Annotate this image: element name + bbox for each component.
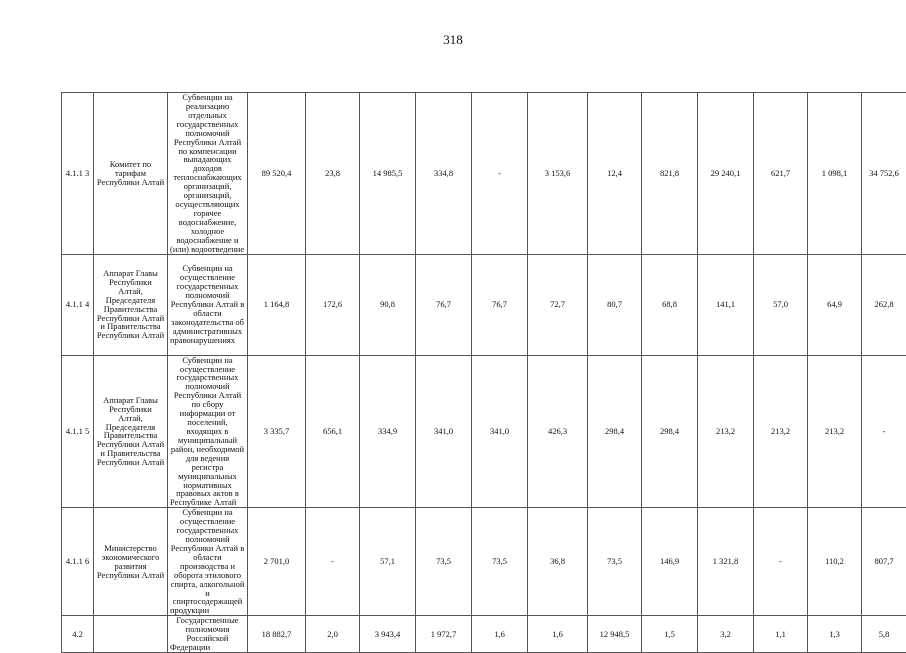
row-value: 656,1 (306, 355, 360, 508)
row-value: 68,8 (642, 254, 698, 355)
row-value: 5,8 (862, 616, 906, 653)
table-row (62, 93, 906, 255)
row-value: 64,9 (808, 254, 862, 355)
row-description: Государственные полномочия Российской Федерации (168, 616, 248, 653)
row-value: 23,8 (306, 93, 360, 255)
row-organization: Аппарат Главы Республики Алтай, Председателя Правительства Республики Алтай и Правительства Республики Алтай (94, 254, 168, 355)
table-row (62, 616, 906, 653)
row-value: 29 240,1 (698, 93, 754, 255)
row-value: 18 882,7 (248, 616, 306, 653)
row-value: 341,0 (472, 355, 528, 508)
row-value: 426,3 (528, 355, 588, 508)
row-value: 1 972,7 (416, 616, 472, 653)
row-value: 807,7 (862, 508, 906, 616)
row-value: 76,7 (472, 254, 528, 355)
row-value: - (472, 93, 528, 255)
page-number: 318 (0, 32, 906, 48)
row-value: 57,1 (360, 508, 416, 616)
row-value: 3 335,7 (248, 355, 306, 508)
row-value: 14 985,5 (360, 93, 416, 255)
table-row (62, 355, 906, 508)
row-value: 80,7 (588, 254, 642, 355)
row-code: 4.2 (62, 616, 94, 653)
row-value: 821,8 (642, 93, 698, 255)
row-value: 57,0 (754, 254, 808, 355)
row-value: 621,7 (754, 93, 808, 255)
row-value: 1,6 (472, 616, 528, 653)
budget-table (61, 92, 906, 653)
row-value: 2 701,0 (248, 508, 306, 616)
row-value: 90,8 (360, 254, 416, 355)
row-value: 298,4 (588, 355, 642, 508)
row-value: 76,7 (416, 254, 472, 355)
row-value: 12,4 (588, 93, 642, 255)
row-value: 36,8 (528, 508, 588, 616)
row-value: 1 098,1 (808, 93, 862, 255)
row-value: 1,3 (808, 616, 862, 653)
row-value: 89 520,4 (248, 93, 306, 255)
row-code: 4.1.1 5 (62, 355, 94, 508)
row-value: 2,0 (306, 616, 360, 653)
row-value: - (306, 508, 360, 616)
row-description: Субвенции на осуществление государственных полномочий Республики Алтай в области законодательства об административных правонарушениях (168, 254, 248, 355)
row-value: 298,4 (642, 355, 698, 508)
table-row (62, 508, 906, 616)
row-value: 34 752,6 (862, 93, 906, 255)
row-value: 1,5 (642, 616, 698, 653)
row-value: 12 948,5 (588, 616, 642, 653)
table-row (62, 254, 906, 355)
row-value: 213,2 (754, 355, 808, 508)
row-value: 146,9 (642, 508, 698, 616)
row-organization: Аппарат Главы Республики Алтай, Председателя Правительства Республики Алтай и Правительства Республики Алтай (94, 355, 168, 508)
row-value: 1,1 (754, 616, 808, 653)
row-value: 213,2 (808, 355, 862, 508)
row-value: 334,8 (416, 93, 472, 255)
row-value: 110,2 (808, 508, 862, 616)
row-value: - (862, 355, 906, 508)
row-value: 1 321,8 (698, 508, 754, 616)
row-value: 341,0 (416, 355, 472, 508)
row-value: 172,6 (306, 254, 360, 355)
row-value: 141,1 (698, 254, 754, 355)
row-value: - (754, 508, 808, 616)
row-value: 213,2 (698, 355, 754, 508)
row-value: 262,8 (862, 254, 906, 355)
row-description: Субвенции на реализацию отдельных государственных полномочий Республики Алтай по компенсации выпадающих доходов теплоснабжающих организаций, организаций, осуществляющих горячее водоснабжение, холодное водоснабжение и (или) водоотведение (168, 93, 248, 255)
row-value: 72,7 (528, 254, 588, 355)
row-value: 1,6 (528, 616, 588, 653)
row-code: 4.1.1 4 (62, 254, 94, 355)
row-value: 73,5 (416, 508, 472, 616)
row-organization: Комитет по тарифам Республики Алтай (94, 93, 168, 255)
row-description: Субвенции на осуществление государственных полномочий Республики Алтай в области производства и оборота этилового спирта, алкогольной и спиртосодержащей продукции (168, 508, 248, 616)
row-code: 4.1.1 3 (62, 93, 94, 255)
row-value: 3,2 (698, 616, 754, 653)
row-value: 1 164,8 (248, 254, 306, 355)
row-organization (94, 616, 168, 653)
row-code: 4.1.1 6 (62, 508, 94, 616)
row-value: 334,9 (360, 355, 416, 508)
row-value: 73,5 (588, 508, 642, 616)
row-description: Субвенции на осуществление государственных полномочий Республики Алтай по сбору информации от поселений, входящих в муниципальный район, необходимой для ведения регистра муниципальных нормативных правовых актов в Республике Алтай (168, 355, 248, 508)
row-organization: Министерство экономического развития Республики Алтай (94, 508, 168, 616)
row-value: 3 153,6 (528, 93, 588, 255)
row-value: 3 943,4 (360, 616, 416, 653)
row-value: 73,5 (472, 508, 528, 616)
